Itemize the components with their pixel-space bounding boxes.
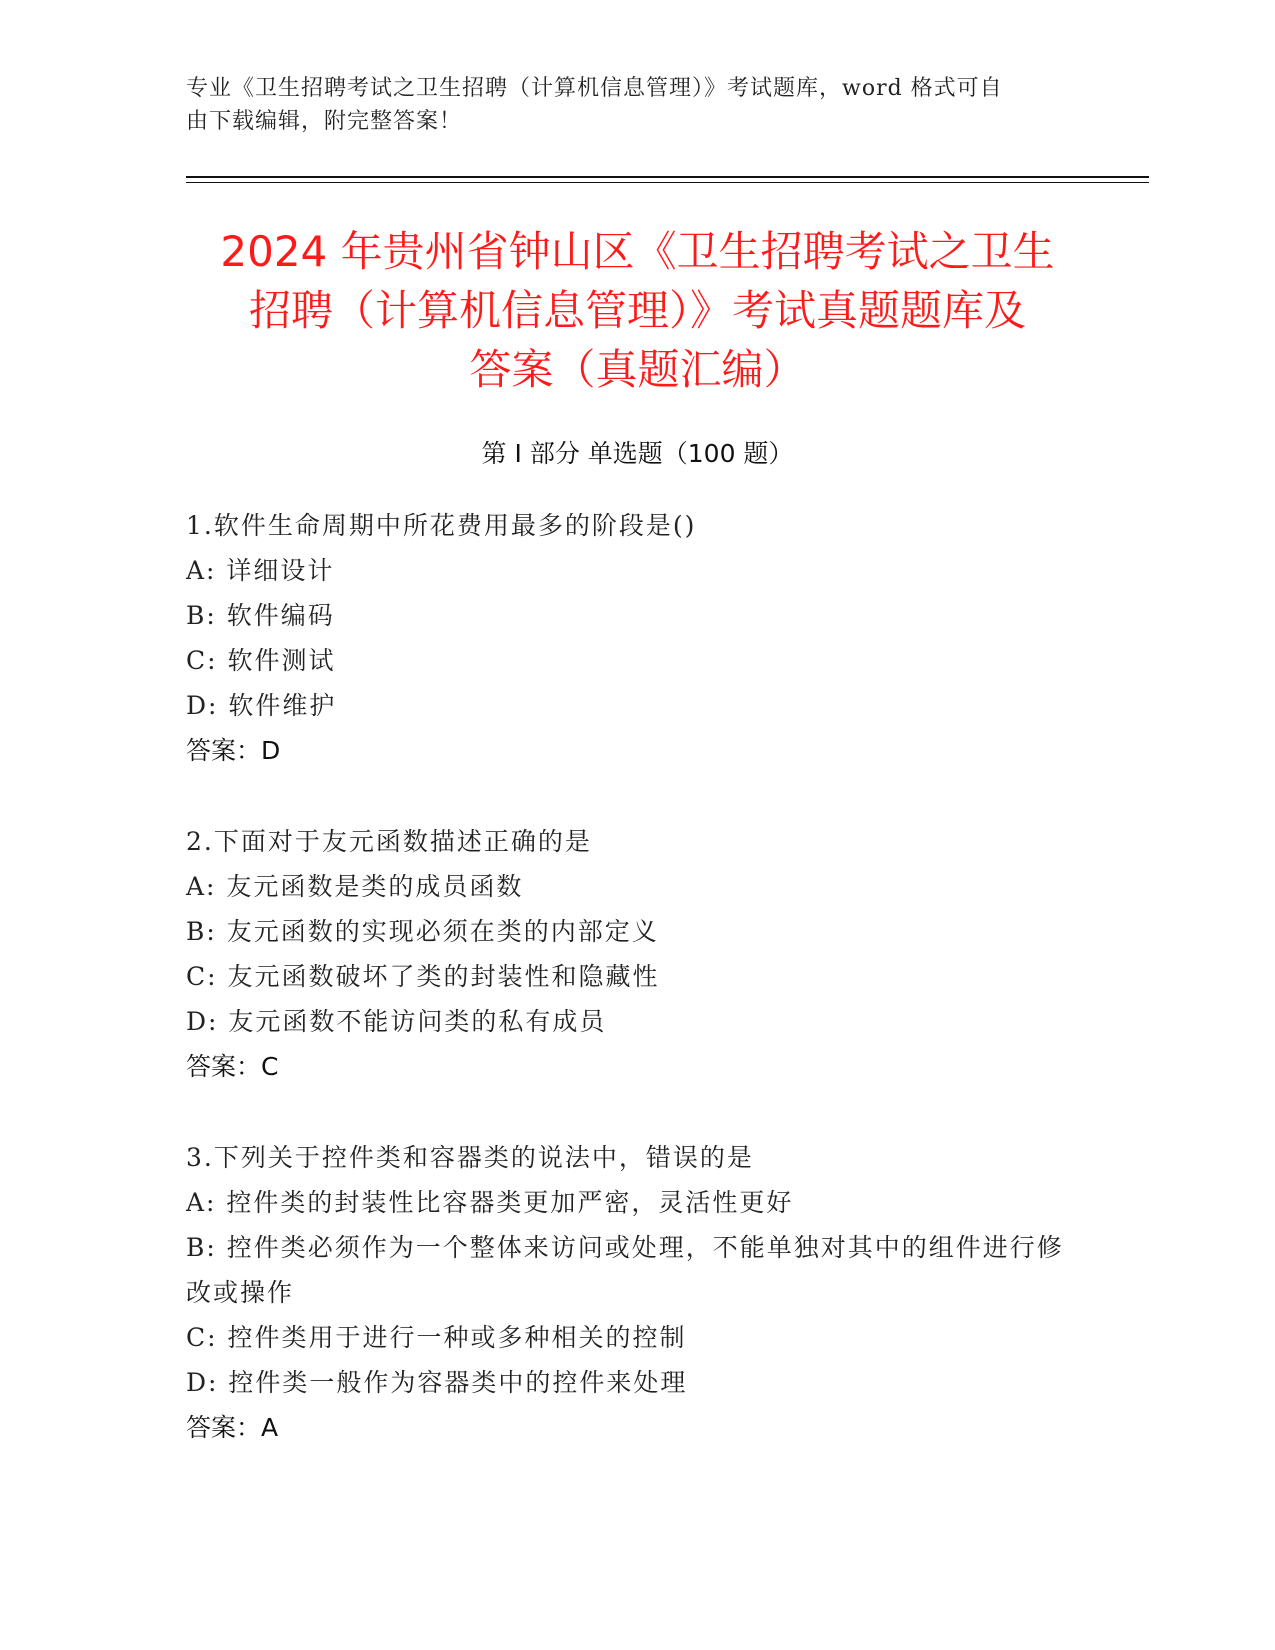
option-b: B: 友元函数的实现必须在类的内部定义 [186,917,659,946]
document-title-line-1: 2024 年贵州省钟山区《卫生招聘考试之卫生 [220,227,1055,276]
question-1 [186,503,1086,773]
answer: 答案：C [186,1052,279,1081]
document-title [150,222,1125,399]
header-divider-thick [186,176,1149,178]
answer: 答案：D [186,736,281,765]
option-d: D: 软件维护 [186,691,337,720]
question-3 [186,1135,1086,1450]
header-note-line-2: 由下载编辑，附完整答案！ [186,109,463,134]
option-a: A: 友元函数是类的成员函数 [186,872,524,901]
answer: 答案：A [186,1413,279,1442]
option-c: C: 友元函数破坏了类的封装性和隐藏性 [186,962,660,991]
header-note [186,72,1086,138]
question-stem: 3.下列关于控件类和容器类的说法中，错误的是 [186,1143,754,1172]
option-c: C: 软件测试 [186,646,336,675]
option-a: A: 控件类的封装性比容器类更加严密，灵活性更好 [186,1188,794,1217]
header-divider-thin [186,182,1149,183]
option-c: C: 控件类用于进行一种或多种相关的控制 [186,1323,687,1352]
question-2 [186,819,1086,1089]
option-b: B: 控件类必须作为一个整体来访问或处理，不能单独对其中的组件进行修改或操作 [186,1233,1064,1307]
option-a: A: 详细设计 [186,556,335,585]
option-d: D: 控件类一般作为容器类中的控件来处理 [186,1368,688,1397]
document-title-line-2: 招聘（计算机信息管理）》考试真题题库及 [248,286,1026,335]
question-stem: 1.软件生命周期中所花费用最多的阶段是() [186,511,697,540]
header-note-line-1: 专业《卫生招聘考试之卫生招聘（计算机信息管理）》考试题库，word 格式可自 [186,76,1003,101]
option-d: D: 友元函数不能访问类的私有成员 [186,1007,607,1036]
question-stem: 2.下面对于友元函数描述正确的是 [186,827,592,856]
document-title-line-3: 答案（真题汇编） [469,345,806,394]
option-b: B: 软件编码 [186,601,335,630]
section-heading: 第 I 部分 单选题（100 题） [481,439,794,468]
